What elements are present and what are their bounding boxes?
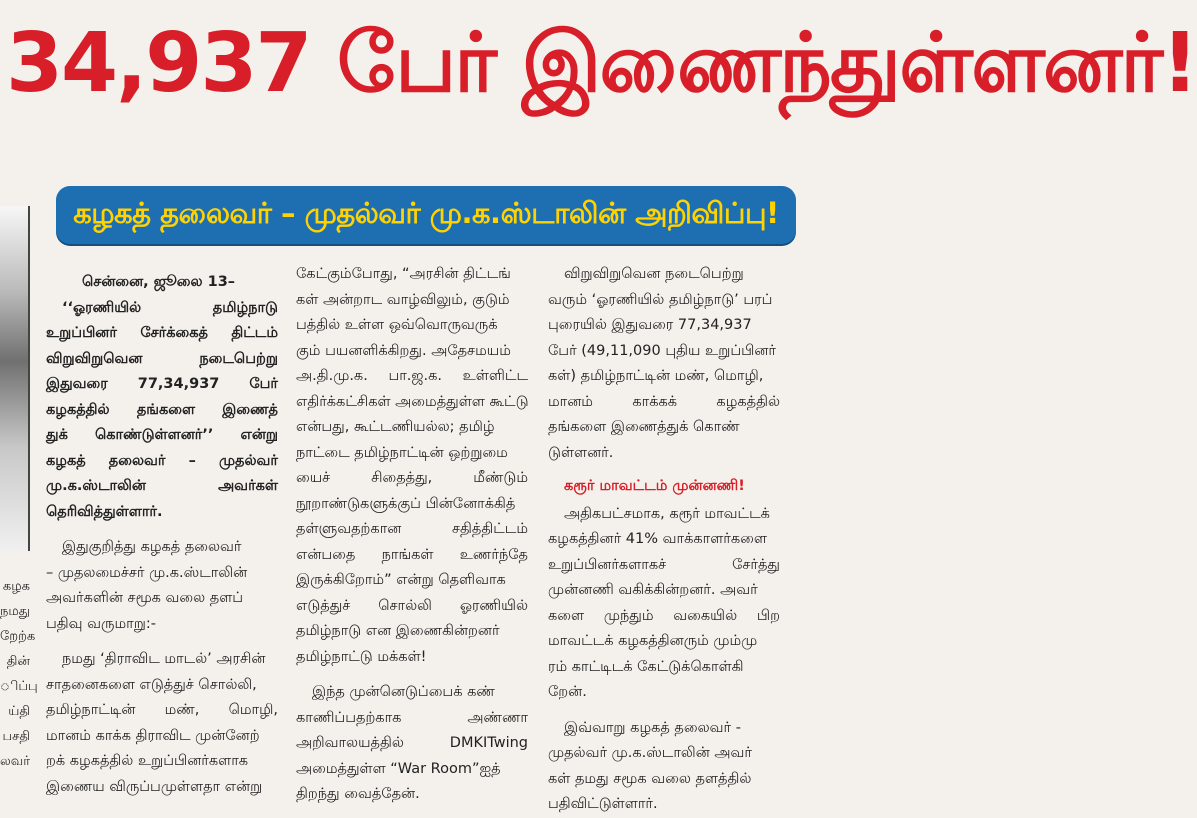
dateline: சென்னை, ஜூலை 13– — [82, 274, 236, 290]
body-line: விறுவிறுவென நடைபெற்று — [564, 266, 744, 282]
body-line: அவர்களின் சமூக வலை தளப் — [46, 590, 244, 606]
body-line: இவ்வாறு கழகத் தலைவர் - — [564, 719, 741, 736]
body-line: அதிகபட்சமாக, கரூர் மாவட்டக் — [564, 505, 770, 522]
cropped-photo — [0, 206, 30, 551]
body-line: அ.தி.மு.க. பா.ஜ.க. உள்ளிட்ட — [296, 368, 528, 384]
body-line: இதுகுறித்து கழகத் தலைவர் — [62, 539, 242, 555]
body-line: என்பது, கூட்டணியல்ல; தமிழ் — [296, 419, 495, 435]
fragment-line: பசதி — [2, 729, 30, 744]
lead-line: விறுவிறுவென நடைபெற்று — [46, 350, 278, 367]
body-line: முன்னணி வகிக்கின்றனர். அவர் — [548, 582, 758, 598]
body-line: கும் பயனளிக்கிறது. அதேசமயம் — [296, 342, 511, 359]
body-line: நாட்டை தமிழ்நாட்டின் ஒற்றுமை — [296, 444, 508, 461]
body-line: காணிப்பதற்காக அண்ணா — [296, 709, 528, 726]
fragment-line: லவர் — [0, 754, 31, 769]
body-line: இணைய விருப்பமுள்ளதா என்று — [46, 778, 263, 795]
body-line: பத்தில் உள்ள ஒவ்வொருவருக் — [296, 317, 498, 333]
body-line: ரம் காட்டிடக் கேட்டுக்கொள்கி — [548, 658, 744, 675]
body-line: வரும் ‘ஓரணியில் தமிழ்நாடு’ பரப் — [548, 291, 773, 308]
body-line: பதிவிட்டுள்ளார். — [548, 796, 658, 812]
body-line: கழகத்தினர் 41% வாக்காளர்களை — [548, 531, 767, 547]
body-line: – முதலமைச்சர் மு.க.ஸ்டாலின் — [46, 564, 248, 581]
fragment-line: தின் — [6, 654, 30, 669]
section-heading: கரூர் மாவட்டம் முன்னணி! — [564, 478, 745, 494]
body-line: திறந்து வைத்தேன். — [296, 786, 420, 802]
body-line: என்பதை நாங்கள் உணர்ந்தே — [296, 546, 528, 563]
body-line: கேட்கும்போது, “அரசின் திட்டங் — [296, 266, 511, 282]
body-line: எதிர்க்கட்சிகள் அமைத்துள்ள கூட்டு — [296, 393, 529, 410]
lead-line: இதுவரை 77,34,937 பேர் — [46, 376, 278, 392]
fragment-line: றேற்க — [0, 629, 36, 644]
body-line: களை முந்தும் வகையில் பிற — [548, 607, 780, 624]
subhead-banner — [56, 186, 796, 244]
body-line: புரையில் இதுவரை 77,34,937 — [548, 317, 752, 333]
fragment-line: ய்தி — [8, 704, 30, 719]
body-line: கள்) தமிழ்நாட்டின் மண், மொழி, — [548, 368, 764, 384]
fragment-line: கழக — [2, 579, 30, 594]
body-line: தமிழ்நாட்டின் மண், மொழி, — [46, 702, 278, 718]
body-line: நமது ‘திராவிட மாடல்’ அரசின் — [62, 651, 266, 667]
body-line: மாவட்டக் கழகத்தினரும் மும்மு — [548, 633, 758, 649]
headline: 34,937 பேர் இணைந்துள்ளனர்! — [6, 16, 1197, 111]
body-line: கள் அன்றாட வாழ்விலும், குடும் — [296, 291, 510, 308]
lead-line: தெரிவித்துள்ளார். — [46, 503, 163, 520]
body-line: அமைத்துள்ள “War Room”ஐத் — [296, 760, 501, 777]
body-line: சாதனைகளை எடுத்துச் சொல்லி, — [46, 676, 257, 693]
lead-line: ‘‘ஓரணியில் தமிழ்நாடு — [62, 299, 278, 316]
article-column-1 — [46, 270, 278, 800]
fragment-line: ிப்பு — [0, 679, 38, 694]
article-column-3 — [548, 262, 780, 818]
subhead-text: கழகத் தலைவர் – முதல்வர் மு.க.ஸ்டாலின் அறிவிப்பு! — [73, 196, 779, 230]
body-line: எடுத்துச் சொல்லி ஓரணியில் — [296, 597, 528, 614]
body-line: கள் தமது சமூக வலை தளத்தில் — [548, 770, 752, 787]
article-column-2 — [296, 262, 528, 808]
body-line: அறிவாலயத்தில் DMKITwing — [296, 735, 528, 751]
lead-line: துக் கொண்டுள்ளனர்’’ என்று — [46, 427, 278, 443]
body-line: இந்த முன்னெடுப்பைக் கண் — [312, 684, 495, 700]
lead-line: மு.க.ஸ்டாலின் அவர்கள் — [46, 478, 278, 494]
body-line: தமிழ்நாட்டு மக்கள்! — [296, 648, 427, 665]
left-column-fragment — [0, 574, 38, 774]
body-line: உறுப்பினர்களாகச் சேர்த்து — [548, 556, 780, 573]
body-line: பதிவு வருமாறு:- — [46, 615, 156, 632]
lead-line: கழகத் தலைவர் – முதல்வர் — [46, 452, 278, 469]
body-line: தமிழ்நாடு என இணைகின்றனர் — [296, 623, 500, 639]
body-line: றேன். — [548, 684, 587, 700]
body-line: யைச் சிதைத்து, மீண்டும் — [296, 470, 528, 486]
lead-line: கழகத்தில் தங்களை இணைத் — [46, 401, 278, 418]
body-line: மானம் காக்க திராவிட முன்னேற் — [46, 727, 260, 744]
body-line: தங்களை இணைத்துக் கொண் — [548, 419, 740, 435]
body-line: முதல்வர் மு.க.ஸ்டாலின் அவர் — [548, 745, 752, 761]
body-line: நூறாண்டுகளுக்குப் பின்னோக்கித் — [296, 495, 516, 512]
body-line: றக் கழகத்தில் உறுப்பினர்களாக — [46, 753, 249, 769]
body-line: தள்ளுவதற்கான சதித்திட்டம் — [296, 521, 528, 537]
body-line: டுள்ளனர். — [548, 444, 614, 461]
body-line: இருக்கிறோம்” என்று தெளிவாக — [296, 572, 506, 588]
body-line: பேர் (49,11,090 புதிய உறுப்பினர் — [548, 342, 776, 359]
lead-line: உறுப்பினர் சேர்க்கைத் திட்டம் — [46, 325, 278, 341]
body-line: மானம் காக்கக் கழகத்தில் — [548, 393, 780, 410]
fragment-line: நமது — [0, 604, 31, 619]
